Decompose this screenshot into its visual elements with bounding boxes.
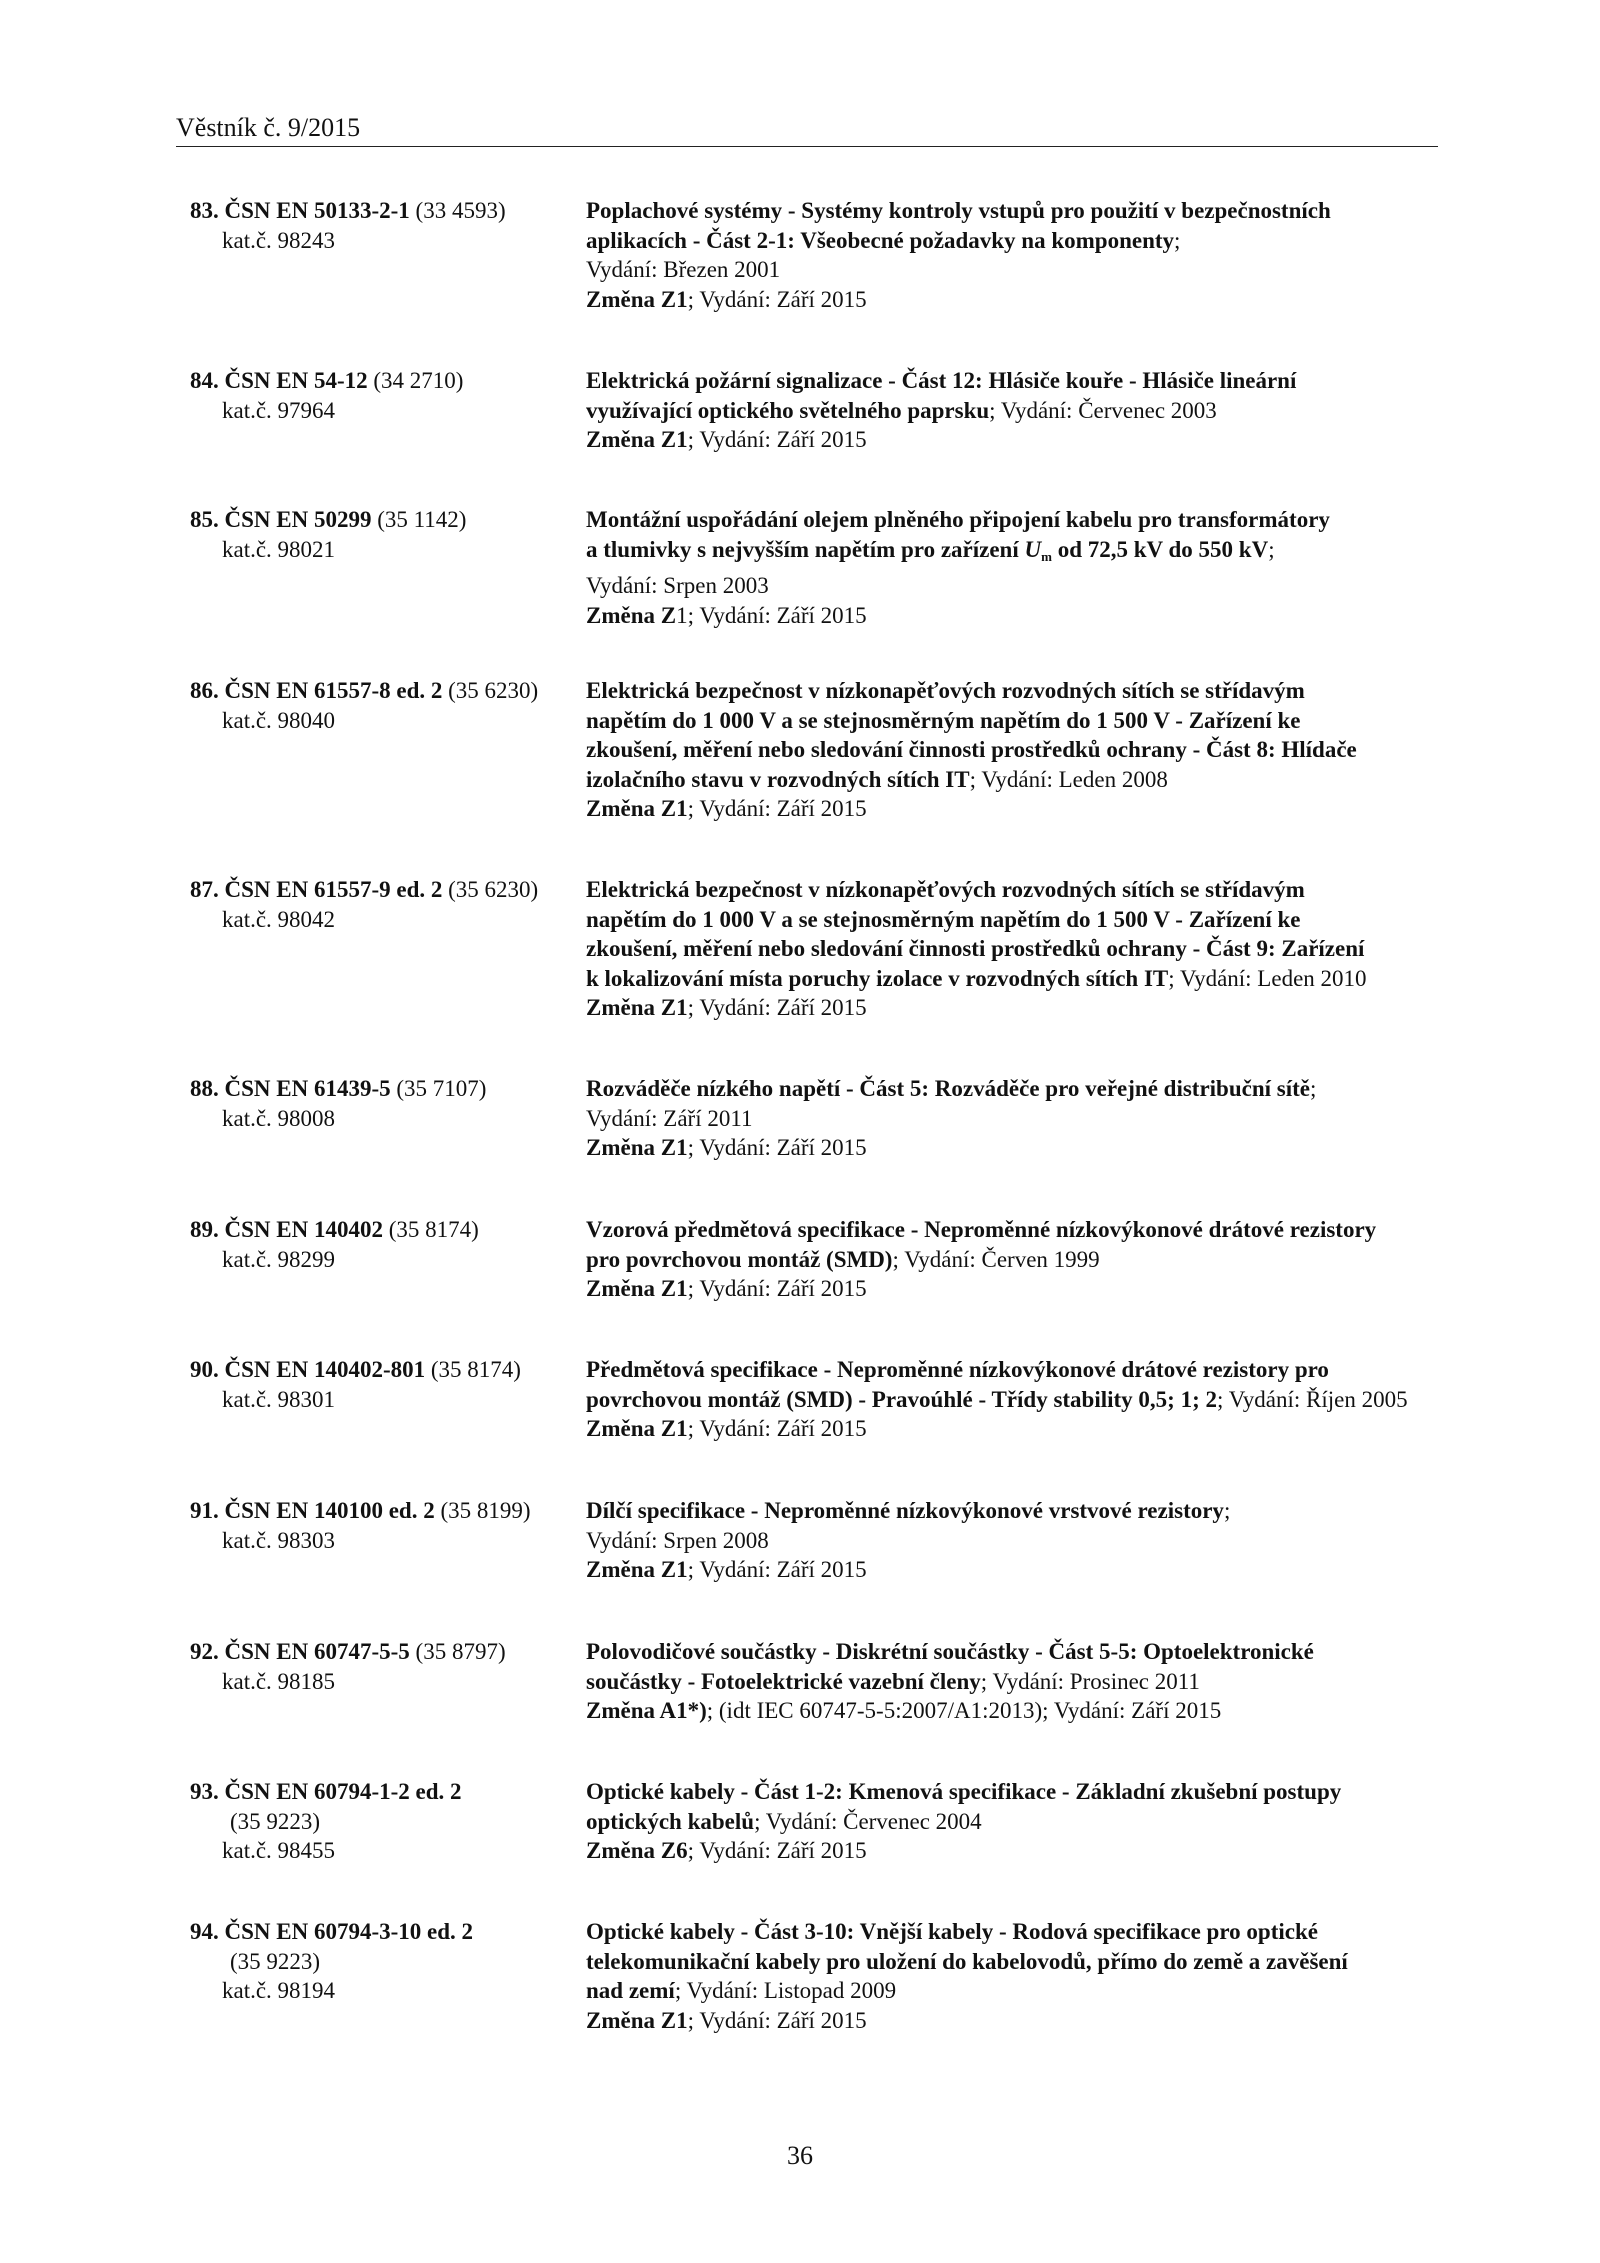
- catalog-number: kat.č. 98008: [222, 1105, 336, 1131]
- classification: (35 8199): [440, 1498, 531, 1523]
- standard-title: Poplachové systémy - Systémy kontroly vstupů pro použití v bezpečnostních: [586, 198, 1331, 223]
- catalog-number: kat.č. 98194: [222, 1978, 336, 2003]
- issue-date: ; Vydání: Červen 1999: [892, 1246, 1100, 1272]
- classification: (35 6230): [448, 877, 539, 902]
- amendment-label: Změna Z6: [586, 1838, 688, 1863]
- classification: (35 8174): [388, 1217, 479, 1242]
- amendment-label: Změna Z1: [586, 796, 688, 821]
- amendment-date: ; Vydání: Září 2015: [687, 1135, 867, 1160]
- issue-date: ; Vydání: Prosinec 2011: [980, 1668, 1200, 1694]
- standard-code: ČSN EN 50133-2-1: [224, 198, 410, 223]
- classification: (35 6230): [448, 678, 539, 703]
- standard-code: ČSN EN 61557-9 ed. 2: [224, 877, 443, 902]
- standard-code: ČSN EN 60794-1-2 ed. 2: [224, 1779, 462, 1804]
- standard-title: Optické kabely - Část 1-2: Kmenová specifikace - Základní zkušební postupy: [586, 1779, 1342, 1804]
- issue-date: Vydání: Září 2011: [586, 1105, 753, 1131]
- entry-number: 83.: [190, 198, 219, 223]
- standards-list: 83. ČSN EN 50133-2-1 (33 4593) kat.č. 98243 Poplachové systémy - Systémy kontroly vstupů pro použití v bezpečnostních aplikacích - Část 2-1: Všeobecné požadavky na komponenty; Vydání: Březen 2001 Změna Z1; Vydání: Září 2015 84. ČSN EN 54-12 (34 2710) kat.č. 97964 Elektrická požární signalizace - Část 12: Hlásiče kouře - Hlásiče lineární využívající optického světelného paprsku; Vydání: Červenec 2003 Změna Z1; Vydání: Září 2015 85. ČSN EN 50299 (35 1142) kat.č. 98021 Montážní uspořádání olejem plněného připojení kabelu pro transformátory a tlumivky s nejvyšším napětím pro zařízení $U_m$ od 72,5 kV do 550 kV; Vydání: Srpen 2003 Změna Z1; Vydání: Září 2015 86. ČSN EN 61557-8 ed. 2 (35 6230) kat.č. 98040 Elektrická bezpečnost v nízkonapěťových rozvodných sítích se střídavým napětím do 1 000 V a se stejnosměrným napětím do 1 500 V - Zařízení ke zkoušení, měření nebo sledování činnosti prostředků ochrany - Část 8: Hlídače izolačního stavu v rozvodných sítích IT; Vydání: Leden 2008 Změna Z1; Vydání: Září 2015 87. ČSN EN 61557-9 ed. 2 (35 6230) kat.č. 98042 Elektrická bezpečnost v nízkonapěťových rozvodných sítích se střídavým napětím do 1 000 V a se stejnosměrným napětím do 1 500 V - Zařízení ke zkoušení, měření nebo sledování činnosti prostředků ochrany - Část 9: Zařízení k lokalizování místa poruchy izolace v rozvodných sítích IT; Vydání: Leden 2010 Změna Z1; Vydání: Září 2015 88. ČSN EN 61439-5 (35 7107) kat.č. 98008 Rozváděče nízkého napětí - Část 5: Rozváděče pro veřejné distribuční sítě; Vydání: Září 2011 Změna Z1; Vydání: Září 2015 89. ČSN EN 140402 (35 8174) kat.č. 98299 Vzorová předmětová specifikace - Neproměnné nízkovýkonové drátové rezistory pro povrchovou montáž (SMD); Vydání: Červen 1999 Změna Z1; Vydání: Září 2015 90. ČSN EN 140402-801 (35 8174) kat.č. 98301 Předmětová specifikace - Neproměnné nízkovýkonové drátové rezistory pro povrchovou montáž (SMD) - Pravoúhlé - Třídy stability 0,5; 1; 2; Vydání: Říjen 2005 Změna Z1; Vydání: Září 2015 91. ČSN EN 140100 ed. 2 (35 8199) kat.č. 98303 Dílčí specifikace - Neproměnné nízkovýkonové vrstvové rezistory; Vydání: Srpen 2008 Změna Z1; Vydání: Září 2015 92. ČSN EN 60747-5-5 (35 8797) kat.č. 98185 Polovodičové součástky - Diskrétní součástky - Část 5-5: Optoelektronické součástky - Fotoelektrické vazební členy; Vydání: Prosinec 2011 Změna A1*); (idt IEC 60747-5-5:2007/A1:2013); Vydání: Září 2015 93. ČSN EN 60794-1-2 ed. 2 (35 9223) kat.č. 98455 Optické kabely - Část 1-2: Kmenová specifikace - Základní zkušební postupy optických kabelů; Vydání: Červenec 2004 Změna Z6; Vydání: Září 2015 94. ČSN EN 60794-3-10 ed. 2 (35 9223) kat.č. 98194 Optické kabely - Část 3-10: Vnější kabely - Rodová specifikace pro optické telekomunikační kabely pro uložení do kabelovodů, přímo do země a zavěšení nad zemí; Vydání: Listopad 2009 Změna Z1; Vydání: Září 2015: [0, 0, 1600, 2263]
- amendment-label: Změna A1*): [586, 1698, 707, 1723]
- amendment-label: Změna Z1: [586, 427, 688, 452]
- entry-number: 94.: [190, 1919, 219, 1944]
- entry-number: 92.: [190, 1639, 219, 1664]
- amendment-label: Změna Z1: [586, 1276, 688, 1301]
- classification: (34 2710): [373, 368, 464, 393]
- catalog-number: kat.č. 97964: [222, 397, 336, 423]
- standard-title: Elektrická bezpečnost v nízkonapěťových rozvodných sítích se střídavým: [586, 877, 1305, 902]
- issue-date: ; Vydání: Leden 2008: [969, 766, 1168, 792]
- standard-code: ČSN EN 61439-5: [224, 1076, 391, 1101]
- entry-number: 93.: [190, 1779, 219, 1804]
- classification: (35 9223): [230, 1808, 321, 1834]
- standard-title: optických kabelů: [586, 1808, 755, 1834]
- standard-code: ČSN EN 54-12: [224, 368, 368, 393]
- amendment-label: Změna Z1: [586, 1416, 688, 1441]
- classification: (35 9223): [230, 1948, 321, 1974]
- voltage-symbol: U: [1024, 536, 1042, 562]
- standard-title: Polovodičové součástky - Diskrétní součástky - Část 5-5: Optoelektronické: [586, 1639, 1314, 1664]
- amendment-date: 1; Vydání: Září 2015: [676, 602, 867, 628]
- catalog-number: kat.č. 98040: [222, 707, 336, 733]
- catalog-number: kat.č. 98243: [222, 227, 336, 253]
- amendment-label: Změna Z: [586, 602, 677, 628]
- issue-date: Vydání: Srpen 2003: [586, 573, 769, 598]
- catalog-number: kat.č. 98021: [222, 536, 336, 562]
- issue-date: ; Vydání: Červenec 2004: [754, 1808, 982, 1834]
- standard-title: Elektrická bezpečnost v nízkonapěťových rozvodných sítích se střídavým: [586, 678, 1305, 703]
- standard-title: nad zemí: [586, 1978, 675, 2003]
- issue-date: ; Vydání: Leden 2010: [1168, 965, 1367, 991]
- standard-title: zkoušení, měření nebo sledování činnosti prostředků ochrany - Část 9: Zařízení: [586, 936, 1365, 961]
- standard-title: součástky - Fotoelektrické vazební členy: [586, 1668, 981, 1694]
- page-number: 36: [787, 2141, 813, 2170]
- amendment-date: ; Vydání: Září 2015: [687, 1838, 867, 1863]
- standard-title: Dílčí specifikace - Neproměnné nízkovýkonové vrstvové rezistory: [586, 1498, 1224, 1523]
- standard-title: zkoušení, měření nebo sledování činnosti prostředků ochrany - Část 8: Hlídače: [586, 737, 1357, 762]
- amendment-date: ; Vydání: Září 2015: [687, 1416, 867, 1441]
- journal-title: Věstník č. 9/2015: [176, 113, 361, 142]
- classification: (33 4593): [415, 198, 506, 223]
- issue-date: ; Vydání: Říjen 2005: [1217, 1386, 1408, 1412]
- standard-title: telekomunikační kabely pro uložení do kabelovodů, přímo do země a zavěšení: [586, 1948, 1348, 1974]
- standard-title: a tlumivky s nejvyšším napětím pro zařízení: [586, 536, 1025, 562]
- classification: (35 7107): [396, 1076, 487, 1101]
- entry-number: 90.: [190, 1357, 219, 1382]
- standard-code: ČSN EN 140100 ed. 2: [224, 1498, 435, 1523]
- standard-title: Optické kabely - Část 3-10: Vnější kabely - Rodová specifikace pro optické: [586, 1919, 1318, 1944]
- standard-title: napětím do 1 000 V a se stejnosměrným napětím do 1 500 V - Zařízení ke: [586, 707, 1301, 733]
- entry-number: 84.: [190, 368, 219, 393]
- standard-title: Rozváděče nízkého napětí - Část 5: Rozváděče pro veřejné distribuční sítě: [586, 1076, 1310, 1101]
- amendment-date: ; Vydání: Září 2015: [687, 995, 867, 1020]
- standard-title: Předmětová specifikace - Neproměnné nízkovýkonové drátové rezistory pro: [586, 1357, 1329, 1382]
- entry-number: 91.: [190, 1498, 219, 1523]
- amendment-label: Změna Z1: [586, 286, 688, 312]
- entry-number: 86.: [190, 678, 219, 703]
- amendment-date: ; Vydání: Září 2015: [687, 427, 867, 452]
- standard-code: ČSN EN 140402-801: [224, 1357, 426, 1382]
- amendment-date: ; (idt IEC 60747-5-5:2007/A1:2013); Vydání: Září 2015: [706, 1698, 1222, 1723]
- amendment-date: ; Vydání: Září 2015: [687, 2007, 867, 2033]
- catalog-number: kat.č. 98042: [222, 906, 336, 932]
- issue-date: Vydání: Srpen 2008: [586, 1527, 769, 1553]
- classification: (35 8797): [415, 1639, 506, 1664]
- entry-number: 85.: [190, 507, 219, 532]
- standard-code: ČSN EN 60747-5-5: [224, 1639, 410, 1664]
- catalog-number: kat.č. 98185: [222, 1668, 336, 1694]
- entry-number: 88.: [190, 1076, 219, 1101]
- amendment-date: ; Vydání: Září 2015: [687, 1557, 867, 1582]
- amendment-date: ; Vydání: Září 2015: [687, 1276, 867, 1301]
- standard-code: ČSN EN 140402: [224, 1217, 383, 1242]
- standard-code: ČSN EN 60794-3-10 ed. 2: [224, 1919, 474, 1944]
- standard-title: pro povrchovou montáž (SMD): [586, 1246, 893, 1272]
- issue-date: Vydání: Březen 2001: [586, 257, 781, 282]
- standard-title: Elektrická požární signalizace - Část 12: Hlásiče kouře - Hlásiče lineární: [586, 368, 1297, 393]
- standard-title: Vzorová předmětová specifikace - Neproměnné nízkovýkonové drátové rezistory: [586, 1217, 1377, 1242]
- classification: (35 1142): [377, 507, 467, 532]
- entry-number: 89.: [190, 1217, 219, 1242]
- amendment-label: Změna Z1: [586, 995, 688, 1020]
- catalog-number: kat.č. 98455: [222, 1838, 336, 1863]
- amendment-date: ; Vydání: Září 2015: [687, 796, 867, 821]
- standard-title: izolačního stavu v rozvodných sítích IT: [586, 766, 970, 792]
- standard-title: povrchovou montáž (SMD) - Pravoúhlé - Třídy stability 0,5; 1; 2: [586, 1386, 1217, 1412]
- standard-title: využívající optického světelného paprsku: [586, 397, 990, 423]
- catalog-number: kat.č. 98299: [222, 1246, 336, 1272]
- amendment-label: Změna Z1: [586, 2007, 688, 2033]
- issue-date: ; Vydání: Listopad 2009: [674, 1978, 897, 2003]
- amendment-label: Změna Z1: [586, 1135, 688, 1160]
- standard-title: napětím do 1 000 V a se stejnosměrným napětím do 1 500 V - Zařízení ke: [586, 906, 1301, 932]
- voltage-subscript: m: [1041, 548, 1052, 564]
- entry-number: 87.: [190, 877, 219, 902]
- standard-title: Montážní uspořádání olejem plněného připojení kabelu pro transformátory: [586, 507, 1330, 532]
- standard-code: ČSN EN 50299: [224, 507, 372, 532]
- catalog-number: kat.č. 98303: [222, 1527, 336, 1553]
- standard-title: k lokalizování místa poruchy izolace v rozvodných sítích IT: [586, 965, 1169, 991]
- classification: (35 8174): [430, 1357, 521, 1382]
- amendment-date: ; Vydání: Září 2015: [687, 286, 867, 312]
- catalog-number: kat.č. 98301: [222, 1386, 336, 1412]
- standard-code: ČSN EN 61557-8 ed. 2: [224, 678, 443, 703]
- standard-title: aplikacích - Část 2-1: Všeobecné požadavky na komponenty: [586, 227, 1175, 253]
- amendment-label: Změna Z1: [586, 1557, 688, 1582]
- issue-date: ; Vydání: Červenec 2003: [989, 397, 1217, 423]
